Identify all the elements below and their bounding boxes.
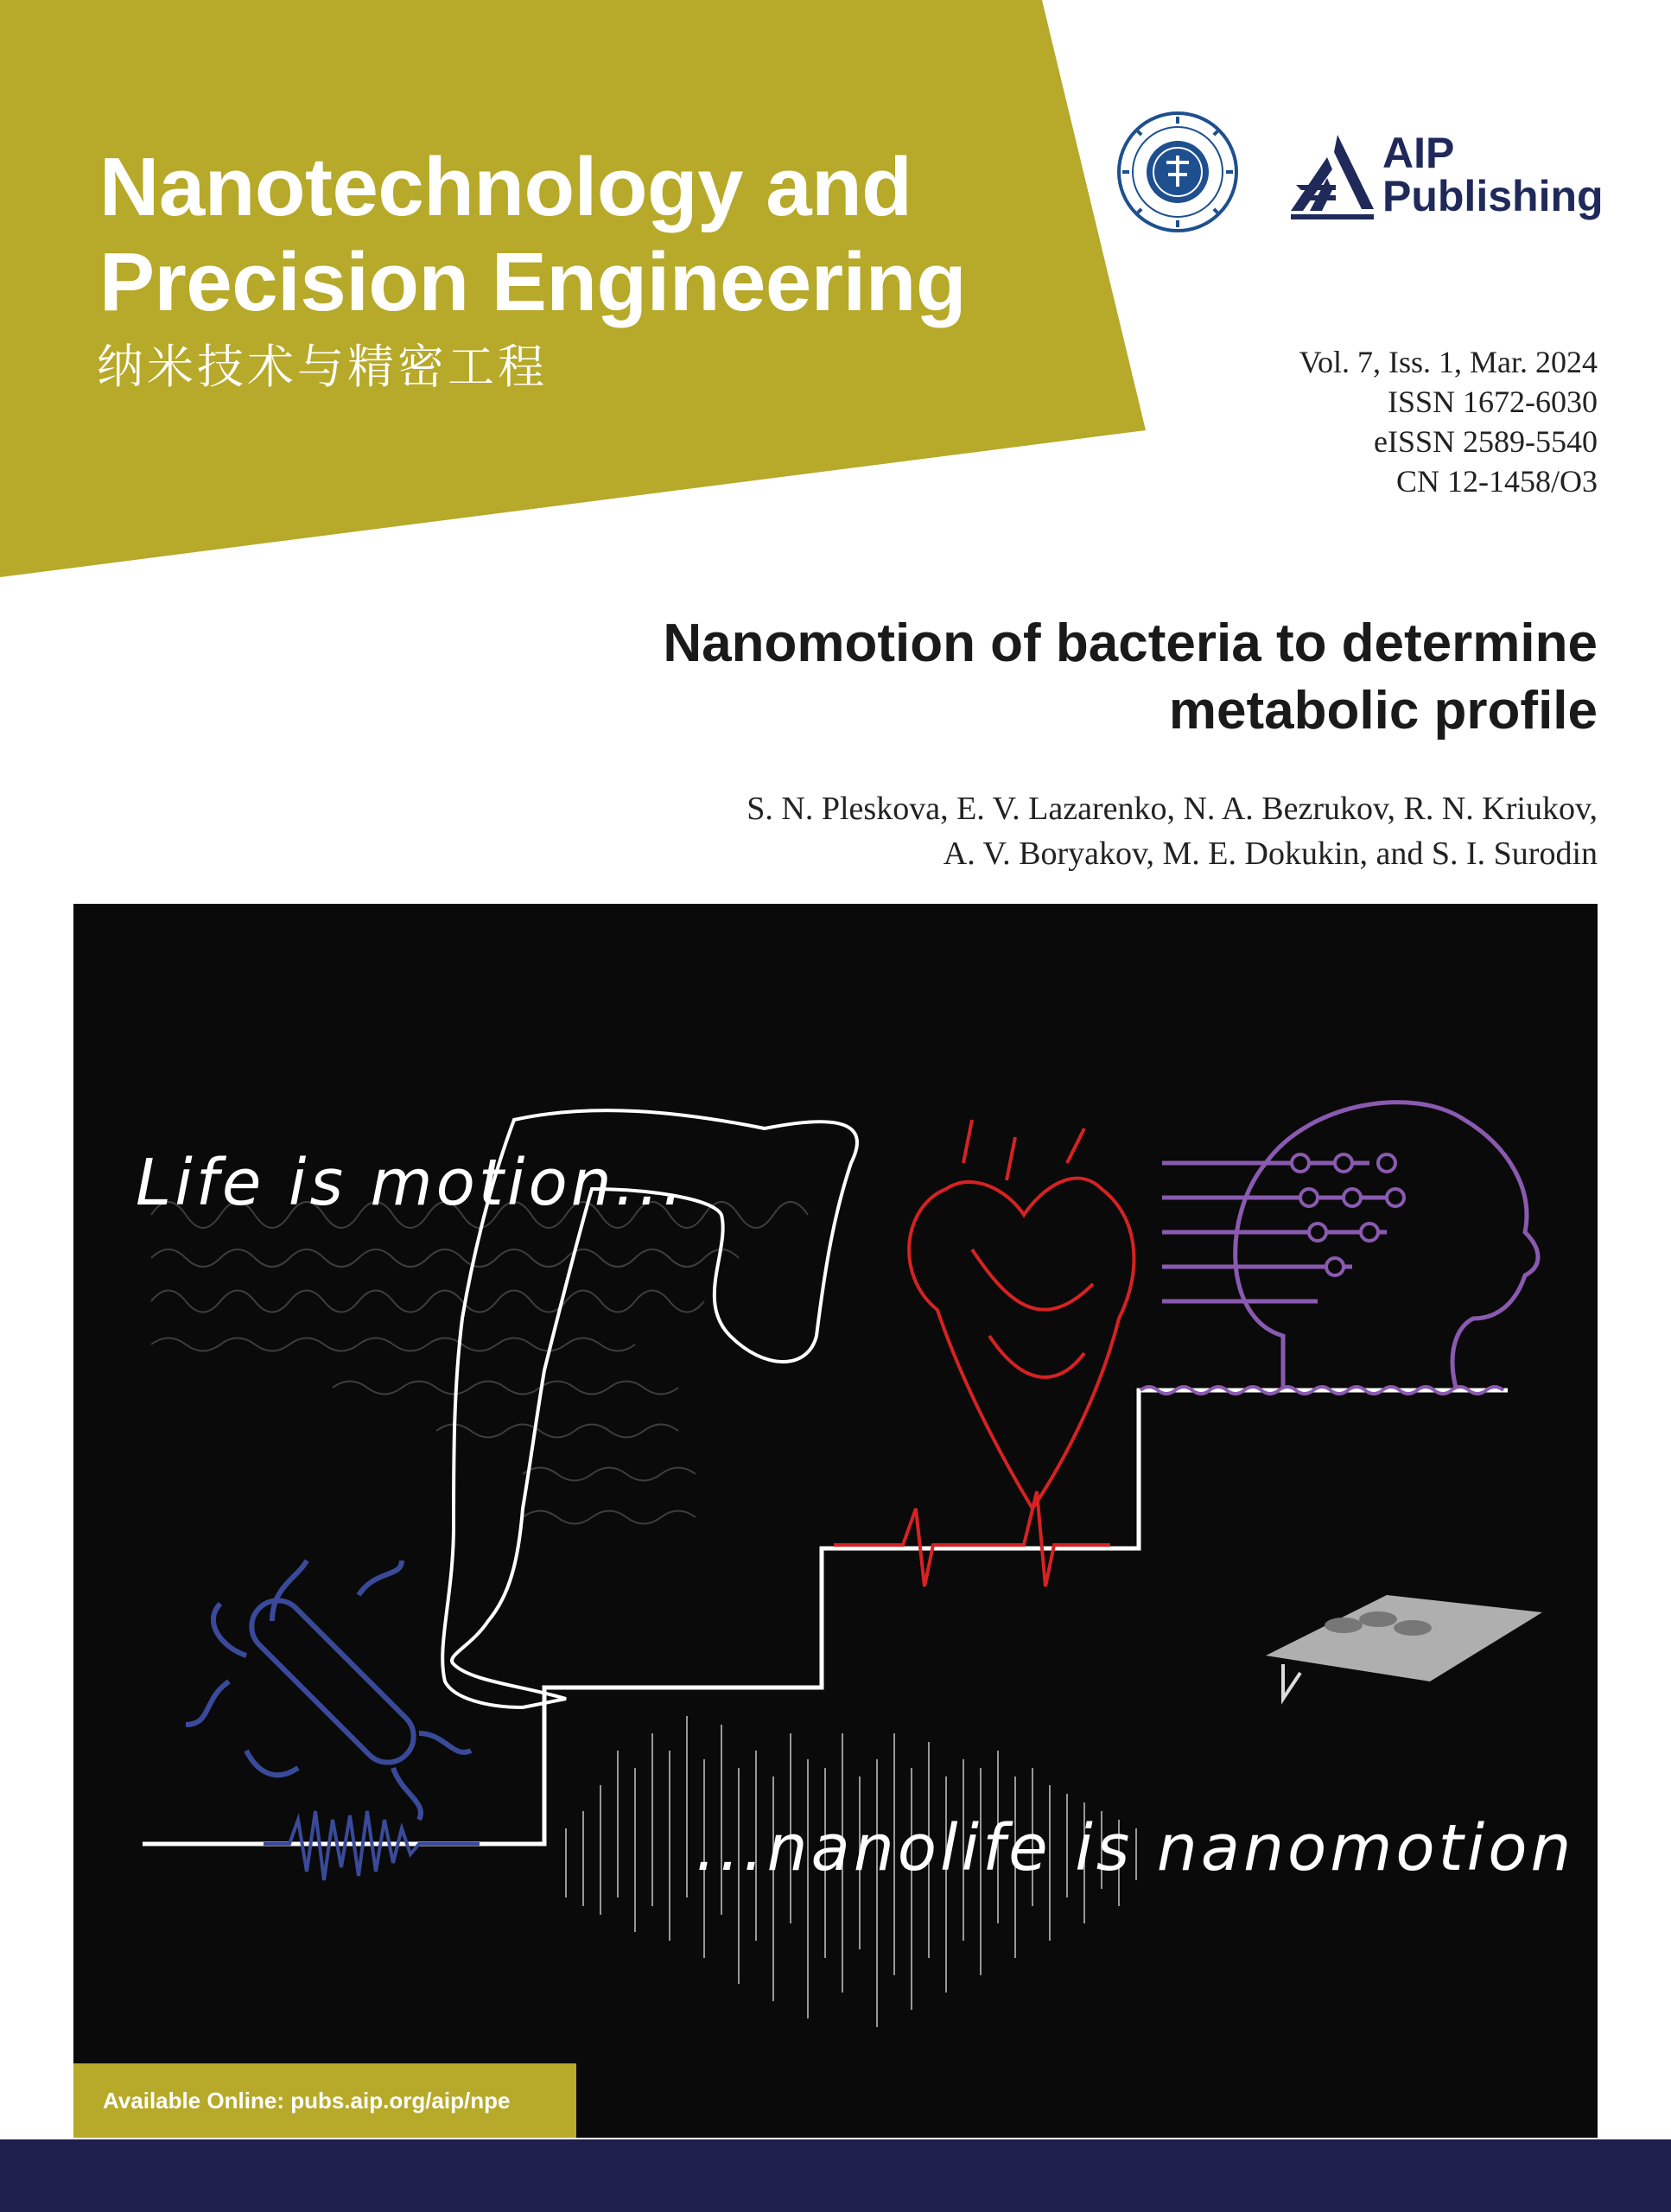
cover-artwork-illustration (73, 904, 1598, 2138)
heart-icon (909, 1120, 1134, 1509)
article-title-line2: metabolic profile (1168, 681, 1598, 741)
article-authors-line2: A. V. Boryakov, M. E. Dokukin, and S. I. Surodin (943, 836, 1598, 872)
issue-eissn: eISSN 2589-5540 (1374, 424, 1598, 459)
bacteria-icon (186, 1560, 471, 1820)
aip-publishing-logo (1284, 131, 1604, 226)
article-authors (388, 786, 1598, 876)
journal-title (99, 140, 966, 330)
article-title-line1: Nanomotion of bacteria to determine (663, 613, 1598, 673)
cantilever-icon (1266, 1595, 1542, 1699)
issue-cn: CN 12-1458/O3 (1396, 464, 1598, 499)
cover-artwork (73, 904, 1598, 2138)
head-circuit-nodes (1292, 1154, 1404, 1275)
journal-title-line2: Precision Engineering (99, 236, 967, 328)
aip-wordmark-line2: Publishing (1382, 172, 1604, 220)
issue-issn: ISSN 1672-6030 (1387, 385, 1598, 419)
article-title (474, 610, 1598, 745)
eeg-background-waves (151, 1202, 808, 1524)
journal-title-chinese: 纳米技术与精密工程 (97, 340, 548, 394)
aip-wordmark-line1: AIP (1382, 129, 1455, 177)
head-icon (1162, 1103, 1538, 1388)
article-authors-line1: S. N. Pleskova, E. V. Lazarenko, N. A. Bezrukov, R. N. Kriukov, (747, 791, 1598, 827)
aip-swoosh-icon (1284, 131, 1379, 226)
tianjin-university-seal-icon (1116, 111, 1239, 233)
journal-title-line1: Nanotechnology and (99, 141, 912, 233)
tagline-nanolife-is-nanomotion: ...nanolife is nanomotion (696, 1811, 1575, 1885)
tagline-life-is-motion: Life is motion... (136, 1146, 687, 1220)
issue-volume: Vol. 7, Iss. 1, Mar. 2024 (1299, 345, 1598, 379)
aip-publishing-wordmark (1382, 131, 1604, 218)
available-online-link[interactable]: Available Online: pubs.aip.org/aip/npe (73, 2063, 576, 2138)
issue-info (1299, 342, 1598, 501)
heart-ecg-line (834, 1491, 1110, 1586)
footer-band (0, 2139, 1671, 2212)
